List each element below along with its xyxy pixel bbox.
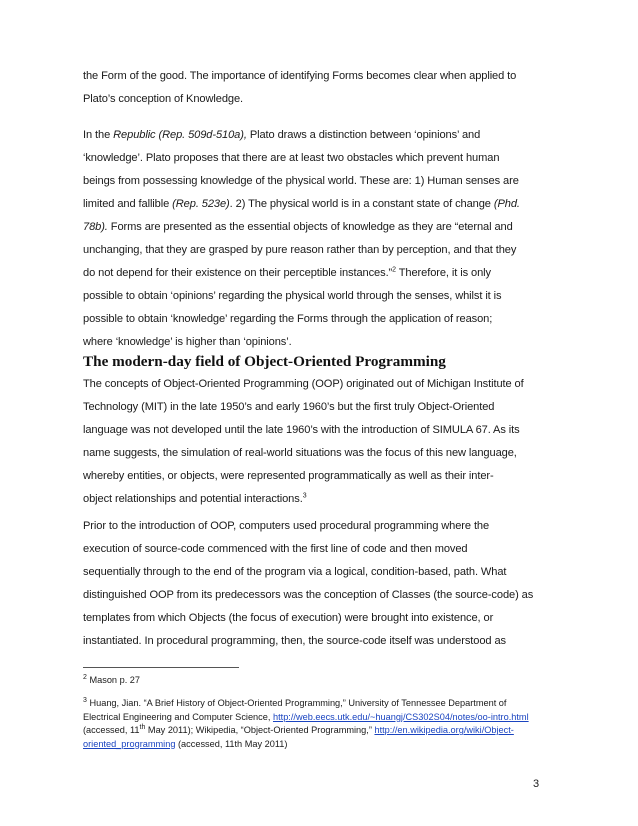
text-line [83,262,553,285]
footnote-text: (accessed, 11th May 2011) [175,738,288,749]
text-run: Plato draws a distinction between ‘opinions’ and [246,129,481,141]
text-line: the Form of the good. The importance of identifying Forms becomes clear when applied to [83,70,517,82]
text-line: sequentially through to the end of the program via a logical, condition-based, path. What [83,566,507,578]
text-run: . 2) The physical world is in a constant state of change [229,198,494,210]
footnote-line [83,711,553,725]
text-line [83,216,553,239]
footnote-text: (accessed, 11 [83,725,140,735]
text-line: where ‘knowledge’ is higher than ‘opinions’. [83,336,292,348]
text-line: unchanging, that they are grasped by pure reason rather than by perception, and that they [83,244,517,256]
footnote-line [83,697,553,711]
text-line: Plato’s conception of Knowledge. [83,93,244,105]
text-line: Technology (MIT) in the late 1950’s and early 1960’s but the first truly Object-Oriented [83,401,495,413]
section-heading: The modern-day field of Object-Oriented Programming [83,353,446,370]
text-run: limited and fallible [83,198,173,210]
ordinal-suffix: th [139,723,146,731]
text-line: ‘knowledge’. Plato proposes that there are at least two obstacles which prevent human [83,152,500,164]
text-run: In the [83,129,114,141]
paragraph-republic [83,124,553,354]
footnote-number: 2 [83,673,87,681]
text-line: possible to obtain ‘knowledge’ regarding the Forms through the application of reason; [83,313,493,325]
footnote-text: Electrical Engineering and Computer Science, [83,711,273,722]
text-line: The concepts of Object-Oriented Programming (OOP) originated out of Michigan Institute of [83,378,524,390]
text-line: distinguished OOP from its predecessors was the conception of Classes (the source-code) as [83,589,534,601]
text-line: Prior to the introduction of OOP, computers used procedural programming where the [83,520,490,532]
paragraph-procedural [83,515,553,653]
footnote-line [83,724,553,738]
text-line: templates from which Objects (the focus of execution) were brought into existence, or [83,612,494,624]
text-line: instantiated. In procedural programming, then, the source-code itself was understood as [83,635,506,647]
citation-italic: 78b). [83,221,108,233]
text-line: whereby entities, or objects, were represented programmatically as well as their inter- [83,470,494,482]
footnote-marker[interactable]: 3 [302,492,307,500]
utk-history-link[interactable]: http://web.eecs.utk.edu/~huangj/CS302S04/notes/oo-intro.html [272,711,529,722]
text-run: object relationships and potential interactions. [83,493,303,505]
paragraph-forms-intro [83,65,553,111]
footnote-divider [83,667,239,668]
text-line: beings from possessing knowledge of the physical world. These are: 1) Human senses are [83,175,519,187]
footnote-text: Mason p. 27 [86,675,141,685]
page-number: 3 [533,778,540,790]
text-run: do not depend for their existence on their perceptible instances.” [83,267,393,279]
text-line [83,193,553,216]
wikipedia-oop-link-continued[interactable]: oriented_programming [83,738,176,749]
footnote-2 [83,674,553,688]
footnote-text: Huang, Jian. “A Brief History of Object-Oriented Programming,” University of Tennessee Department of [86,698,507,708]
text-line: language was not developed until the late 1960’s with the introduction of SIMULA 67. As its [83,424,520,436]
text-line: possible to obtain ‘opinions’ regarding the physical world through the senses, whilst it is [83,290,502,302]
footnote-marker[interactable]: 2 [392,266,396,274]
text-line: name suggests, the simulation of real-world situations was the focus of this new language, [83,447,517,459]
citation-italic: (Rep. 523e) [172,198,230,210]
citation-italic: (Phd. [493,198,520,210]
footnote-line [83,738,553,752]
text-run: Therefore, it is only [395,267,491,279]
citation-italic: Republic (Rep. 509d-510a), [113,129,247,141]
paragraph-oop-origins [83,373,553,511]
footnote-3 [83,697,553,751]
wikipedia-oop-link[interactable]: http://en.wikipedia.org/wiki/Object- [374,725,514,735]
text-line: execution of source-code commenced with the first line of code and then moved [83,543,468,555]
text-run: Forms are presented as the essential objects of knowledge as they are “eternal and [107,221,513,233]
footnote-number: 3 [83,696,87,704]
text-line [83,124,553,147]
footnote-text: May 2011); Wikipedia, “Object-Oriented Programming,” [145,725,375,735]
text-line [83,488,553,511]
footnote-line [83,674,553,688]
